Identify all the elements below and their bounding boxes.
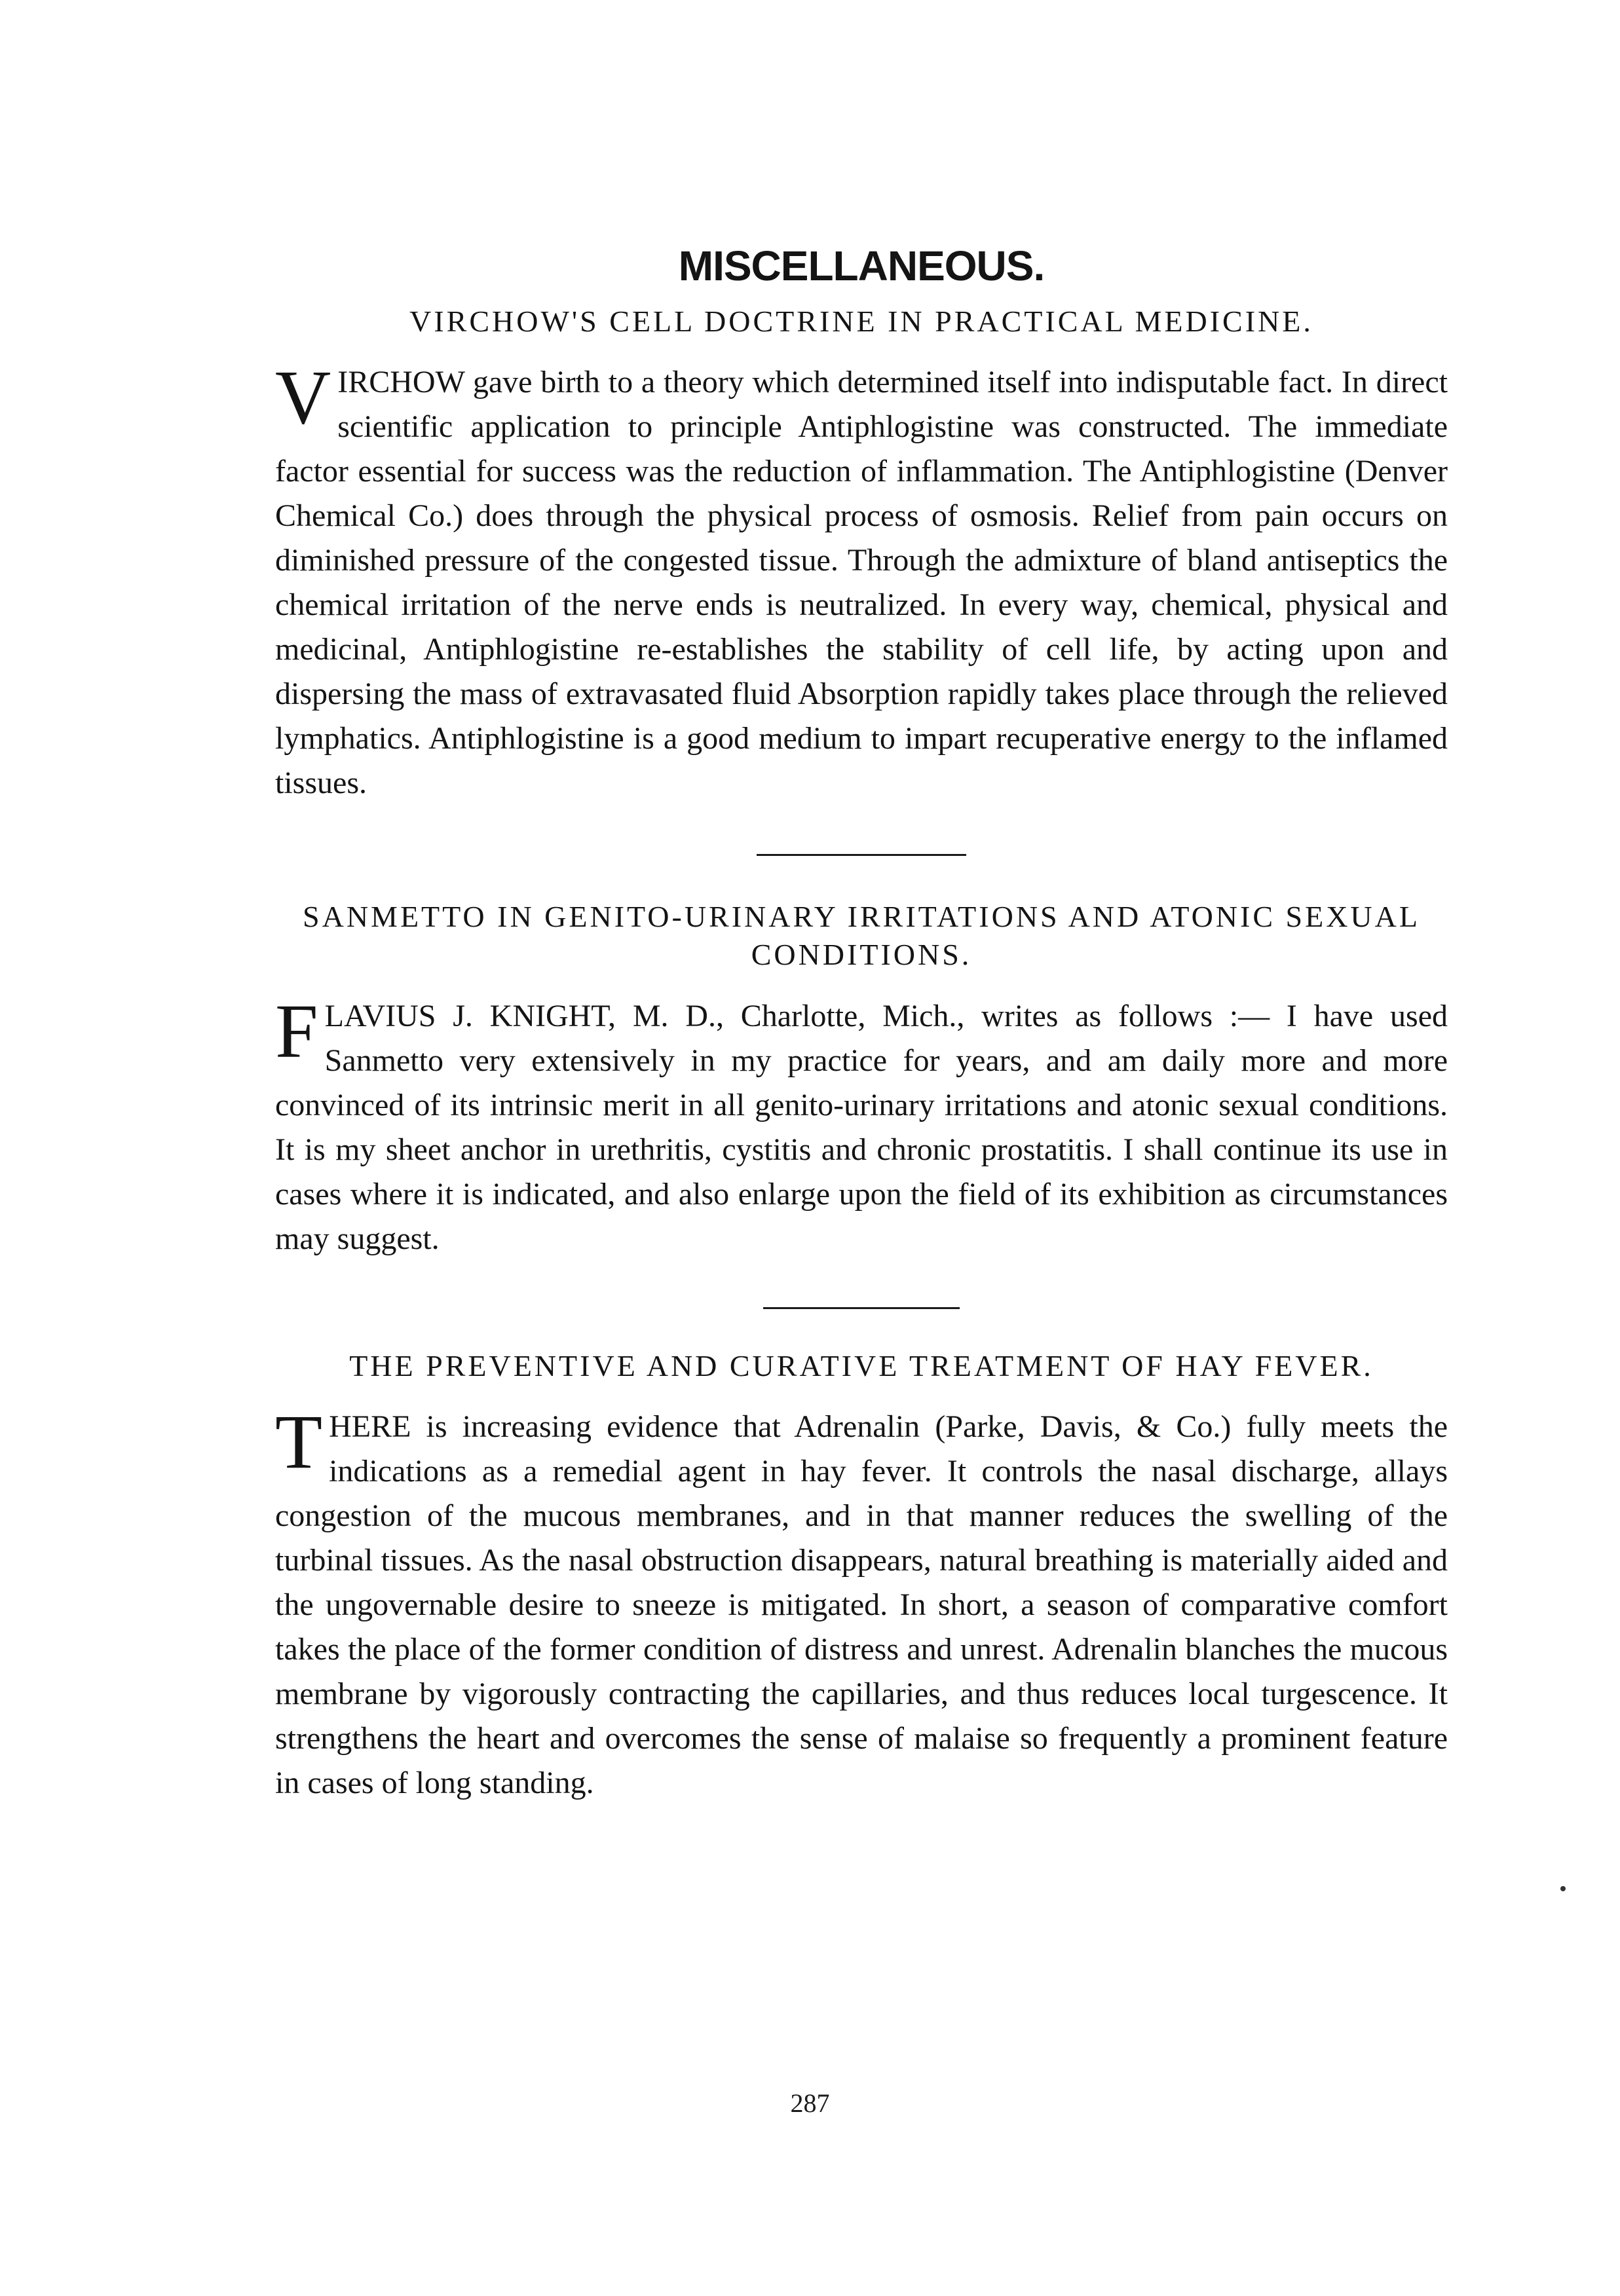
article-text: IRCHOW gave birth to a theory which determined itself into indisputable fact. In direct scientific application to principle Antiphlogistine was constructed. The immediate factor essential for success was the reduction of inflammation. The Antiphlogistine (Denver Chemical Co.) does through the physical process of osmosis. Relief from pain occurs on diminished pressure of the congested tissue. Through the admixture of bland antiseptics the chemical irritation of the nerve ends is neutralized. In every way, chemical, physical and medicinal, Antiphlogistine re-establishes the stability of cell life, by acting upon and dispersing the mass of extravasated fluid Absorption rapidly takes place through the relieved lymphatics. Antiphlogistine is a good medium to impart recuperative energy to the inflamed tissues. [275,365,1448,800]
article-text: HERE is increasing evidence that Adrenalin (Parke, Davis, & Co.) fully meets the indications as a remedial agent in hay fever. It controls the nasal discharge, allays congestion of the mucous membranes, and in that manner reduces the swelling of the turbinal tissues. As the nasal obstruction disappears, natural breathing is materially aided and the ungovernable desire to sneeze is mitigated. In short, a season of comparative comfort takes the place of the former condition of distress and unrest. Adrenalin blanches the mucous membrane by vigorously contracting the capillaries, and thus reduces local turgescence. It strengthens the heart and overcomes the sense of malaise so frequently a prominent feature in cases of long standing. [275,1409,1448,1801]
text-column [275,242,1448,1805]
print-speck [1560,1886,1566,1891]
drop-cap: F [275,988,318,1074]
drop-cap: T [275,1399,323,1485]
section-title: VIRCHOW'S CELL DOCTRINE IN PRACTICAL MEDICINE. [409,304,1313,338]
article-hay-fever [275,1347,1448,1805]
article-text: LAVIUS J. KNIGHT, M. D., Charlotte, Mich., writes as follows :— I have used Sanmetto very extensively in my practice for years, and am daily more and more convinced of its intrinsic merit in all genito-urinary irritations and atonic sexual conditions. It is my sheet anchor in urethritis, cystitis and chronic prostatitis. I shall continue its use in cases where it is indicated, and also enlarge upon the field of its exhibition as circumstances may suggest. [275,998,1448,1256]
article-body [275,354,1448,805]
drop-cap: V [275,354,331,440]
article-sanmetto [275,898,1448,1261]
page-number: 287 [790,2088,830,2118]
section-divider [763,1307,960,1309]
section-title: THE PREVENTIVE AND CURATIVE TREATMENT OF HAY FEVER. [349,1348,1374,1382]
article-body [275,988,1448,1261]
article-body [275,1399,1448,1805]
section-title: SANMETTO IN GENITO-URINARY IRRITATIONS AND ATONIC SEXUAL CONDITIONS. [303,900,1420,972]
page-heading: MISCELLANEOUS. [678,242,1045,289]
article-virchow [275,303,1448,805]
section-divider [757,854,966,856]
